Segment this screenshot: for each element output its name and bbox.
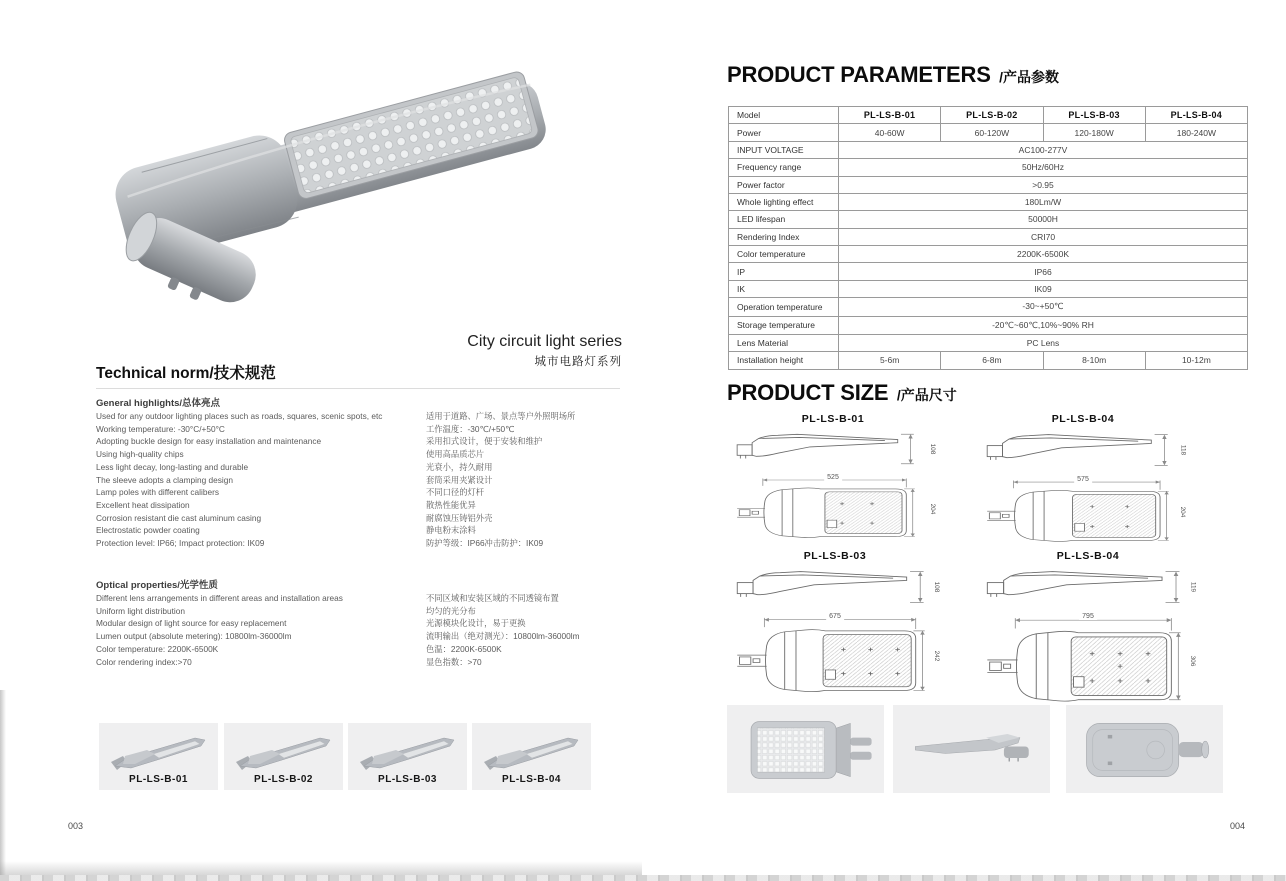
depth-dimension: 204: [929, 503, 937, 515]
top-view-diagram: [735, 613, 941, 696]
product-parameters-heading: [727, 62, 1059, 88]
led-panel-view-icon: [731, 711, 881, 789]
param-label: INPUT VOLTAGE: [729, 141, 839, 158]
param-label: IP: [729, 263, 839, 280]
list-item: 流明输出（绝对测光）：10800lm-36000lm: [426, 631, 580, 642]
size-diagram-label: PL-LS-B-01: [801, 413, 865, 425]
list-item: Color rendering index:>70: [96, 656, 192, 667]
param-label: Installation height: [729, 352, 839, 369]
side-view-diagram: [735, 428, 937, 470]
param-value: 40-60W: [839, 124, 941, 141]
table-row: [729, 316, 1248, 334]
top-view-diagram: [985, 476, 1187, 545]
optical-properties-heading: Optical properties/光学性质: [96, 580, 218, 591]
param-value: CRI70: [839, 228, 1248, 245]
model-thumbnail-pl-ls-b-04: [472, 723, 591, 790]
param-value: IP66: [839, 263, 1248, 280]
heading-en: PRODUCT SIZE: [727, 380, 889, 405]
list-item: 耐腐蚀压铸铝外壳: [426, 512, 493, 523]
list-item: 套筒采用夹紧设计: [426, 474, 493, 485]
param-value: 5-6m: [839, 352, 941, 369]
param-value: AC100-277V: [839, 141, 1248, 158]
heading-en: PRODUCT PARAMETERS: [727, 62, 991, 87]
list-item: Lumen output (absolute metering): 10800lm-36000lm: [96, 631, 292, 642]
table-row: [729, 246, 1248, 263]
param-value: 6-8m: [941, 352, 1043, 369]
top-casing-view-icon: [1070, 711, 1220, 789]
param-value: PL-LS-B-02: [941, 107, 1043, 124]
table-row: [729, 352, 1248, 369]
size-diagram-1: [735, 413, 937, 541]
param-label: Rendering Index: [729, 228, 839, 245]
param-label: Power factor: [729, 176, 839, 193]
list-item: 光衰小，持久耐用: [426, 461, 493, 472]
side-view-diagram: [985, 428, 1187, 472]
size-diagram-label: PL-LS-B-03: [803, 550, 867, 562]
list-item: Using high-quality chips: [96, 449, 184, 460]
parameters-table: [728, 106, 1248, 370]
table-row: [729, 124, 1248, 141]
table-row: [729, 193, 1248, 210]
product-size-heading: [727, 380, 957, 406]
list-item: Modular design of light source for easy replacement: [96, 618, 287, 629]
param-value: 10-12m: [1145, 352, 1247, 369]
param-value: 8-10m: [1043, 352, 1145, 369]
param-label: LED lifespan: [729, 211, 839, 228]
list-item: The sleeve adopts a clamping design: [96, 474, 233, 485]
param-label: Frequency range: [729, 159, 839, 176]
param-label: Power: [729, 124, 839, 141]
param-label: Whole lighting effect: [729, 193, 839, 210]
param-value: PL-LS-B-04: [1145, 107, 1247, 124]
param-value: -30~+50℃: [839, 298, 1248, 316]
param-label: IK: [729, 280, 839, 297]
list-item: Corrosion resistant die cast aluminum casing: [96, 512, 262, 523]
height-dimension: 118: [1179, 444, 1187, 456]
list-item: 采用扣式设计，便于安装和维护: [426, 436, 543, 447]
list-item: 使用高品质芯片: [426, 449, 485, 460]
list-item: 光源模块化设计，易于更换: [426, 618, 526, 629]
param-value: 2200K-6500K: [839, 246, 1248, 263]
general-highlights-heading: General highlights/总体亮点: [96, 398, 221, 409]
top-view-diagram: [735, 474, 937, 541]
page-number-right: 004: [1229, 821, 1245, 831]
series-title-en: City circuit light series: [467, 333, 622, 350]
param-value: 50Hz/60Hz: [839, 159, 1248, 176]
heading-zh: /产品尺寸: [896, 387, 957, 403]
photo-box-led-panel-view: [727, 705, 884, 793]
table-row: [729, 159, 1248, 176]
list-item: Used for any outdoor lighting places such as roads, squares, scenic spots, etc: [96, 411, 383, 421]
thumbnail-film-strip: [0, 875, 1286, 881]
width-dimension: 675: [826, 613, 844, 620]
depth-dimension: 204: [1179, 506, 1187, 518]
photo-box-side-profile-view: [893, 705, 1050, 793]
list-item: 工作温度：-30℃/+50℃: [426, 423, 515, 434]
size-diagram-2: [985, 413, 1187, 545]
param-value: PL-LS-B-03: [1043, 107, 1145, 124]
photo-box-top-casing-view: [1066, 705, 1223, 793]
list-item: Different lens arrangements in different areas and installation areas: [96, 593, 343, 603]
param-value: 180-240W: [1145, 124, 1247, 141]
page-number-left: 003: [68, 821, 84, 831]
param-value: -20℃~60℃,10%~90% RH: [839, 316, 1248, 334]
list-item: 显色指数：>70: [426, 656, 482, 667]
param-value: 60-120W: [941, 124, 1043, 141]
table-row: [729, 298, 1248, 316]
optical-properties-list-zh: [426, 592, 626, 668]
table-row: [729, 228, 1248, 245]
param-value: IK09: [839, 280, 1248, 297]
param-value: PL-LS-B-01: [839, 107, 941, 124]
list-item: 不同区域和安装区域的不同透镜布置: [426, 593, 559, 603]
top-view-diagram: [985, 613, 1197, 706]
param-label: Operation temperature: [729, 298, 839, 316]
list-item: Protection level: IP66; Impact protection: IK09: [96, 538, 265, 549]
series-title: [282, 333, 622, 369]
side-view-diagram: [735, 565, 941, 609]
depth-dimension: 306: [1189, 655, 1197, 667]
thumbnail-label: PL-LS-B-03: [378, 774, 437, 785]
size-diagram-4: [985, 550, 1197, 706]
list-item: 色温：2200K-6500K: [426, 643, 502, 654]
param-value: 120-180W: [1043, 124, 1145, 141]
height-dimension: 119: [1189, 581, 1197, 593]
list-item: Electrostatic powder coating: [96, 525, 200, 536]
width-dimension: 575: [1074, 476, 1092, 483]
street-light-product-render: [88, 12, 580, 338]
thumbnail-label: PL-LS-B-02: [254, 774, 313, 785]
table-row: [729, 107, 1248, 124]
table-row: [729, 263, 1248, 280]
list-item: Less light decay, long-lasting and durable: [96, 461, 249, 472]
list-item: Excellent heat dissipation: [96, 499, 190, 510]
list-item: 防护等级：IP66冲击防护：IK09: [426, 538, 544, 549]
street-light-thumb-icon: [231, 728, 337, 774]
param-value: PC Lens: [839, 334, 1248, 351]
thumbnail-label: PL-LS-B-04: [502, 774, 561, 785]
heading-zh: /产品参数: [999, 69, 1060, 85]
size-diagram-3: [735, 550, 941, 696]
street-light-thumb-icon: [475, 728, 589, 774]
list-item: 散热性能优异: [426, 499, 476, 510]
size-diagram-label: PL-LS-B-04: [1051, 413, 1115, 425]
param-value: >0.95: [839, 176, 1248, 193]
side-profile-view-icon: [897, 711, 1047, 789]
param-value: 50000H: [839, 211, 1248, 228]
depth-dimension: 242: [933, 650, 941, 662]
param-value: 180Lm/W: [839, 193, 1248, 210]
list-item: Working temperature: -30°C/+50°C: [96, 423, 225, 434]
list-item: Lamp poles with different calibers: [96, 487, 219, 498]
table-row: [729, 334, 1248, 351]
street-light-thumb-icon: [107, 728, 211, 774]
height-dimension: 108: [929, 443, 937, 455]
table-row: [729, 211, 1248, 228]
table-row: [729, 280, 1248, 297]
list-item: Uniform light distribution: [96, 605, 185, 616]
list-item: Color temperature: 2200K-6500K: [96, 643, 219, 654]
street-light-thumb-icon: [353, 728, 463, 774]
list-item: 适用于道路、广场、景点等户外照明场所: [426, 411, 576, 421]
height-dimension: 108: [933, 581, 941, 593]
general-highlights-list-en: [96, 410, 426, 550]
page-bottom-shadow: [0, 861, 642, 875]
general-highlights-list-zh: [426, 410, 626, 550]
side-view-diagram: [985, 565, 1197, 609]
list-item: 静电粉末涂料: [426, 525, 476, 536]
table-row: [729, 141, 1248, 158]
table-row: [729, 176, 1248, 193]
model-thumbnail-pl-ls-b-01: [99, 723, 218, 790]
width-dimension: 525: [824, 474, 842, 481]
size-diagram-label: PL-LS-B-04: [1056, 550, 1120, 562]
model-thumbnail-pl-ls-b-03: [348, 723, 467, 790]
heading-rule: [96, 388, 620, 389]
optical-properties-list-en: [96, 592, 426, 668]
param-label: Lens Material: [729, 334, 839, 351]
page-edge-shadow: [0, 690, 6, 875]
width-dimension: 795: [1079, 613, 1097, 620]
model-thumbnail-pl-ls-b-02: [224, 723, 343, 790]
thumbnail-label: PL-LS-B-01: [129, 774, 188, 785]
list-item: Adopting buckle design for easy installation and maintenance: [96, 436, 322, 447]
technical-norm-heading: Technical norm/技术规范: [96, 365, 276, 382]
param-label: Storage temperature: [729, 316, 839, 334]
list-item: 不同口径的灯杆: [426, 487, 485, 498]
series-title-zh: 城市电路灯系列: [534, 356, 622, 368]
param-label: Color temperature: [729, 246, 839, 263]
param-label: Model: [729, 107, 839, 124]
list-item: 均匀的光分布: [426, 605, 476, 616]
